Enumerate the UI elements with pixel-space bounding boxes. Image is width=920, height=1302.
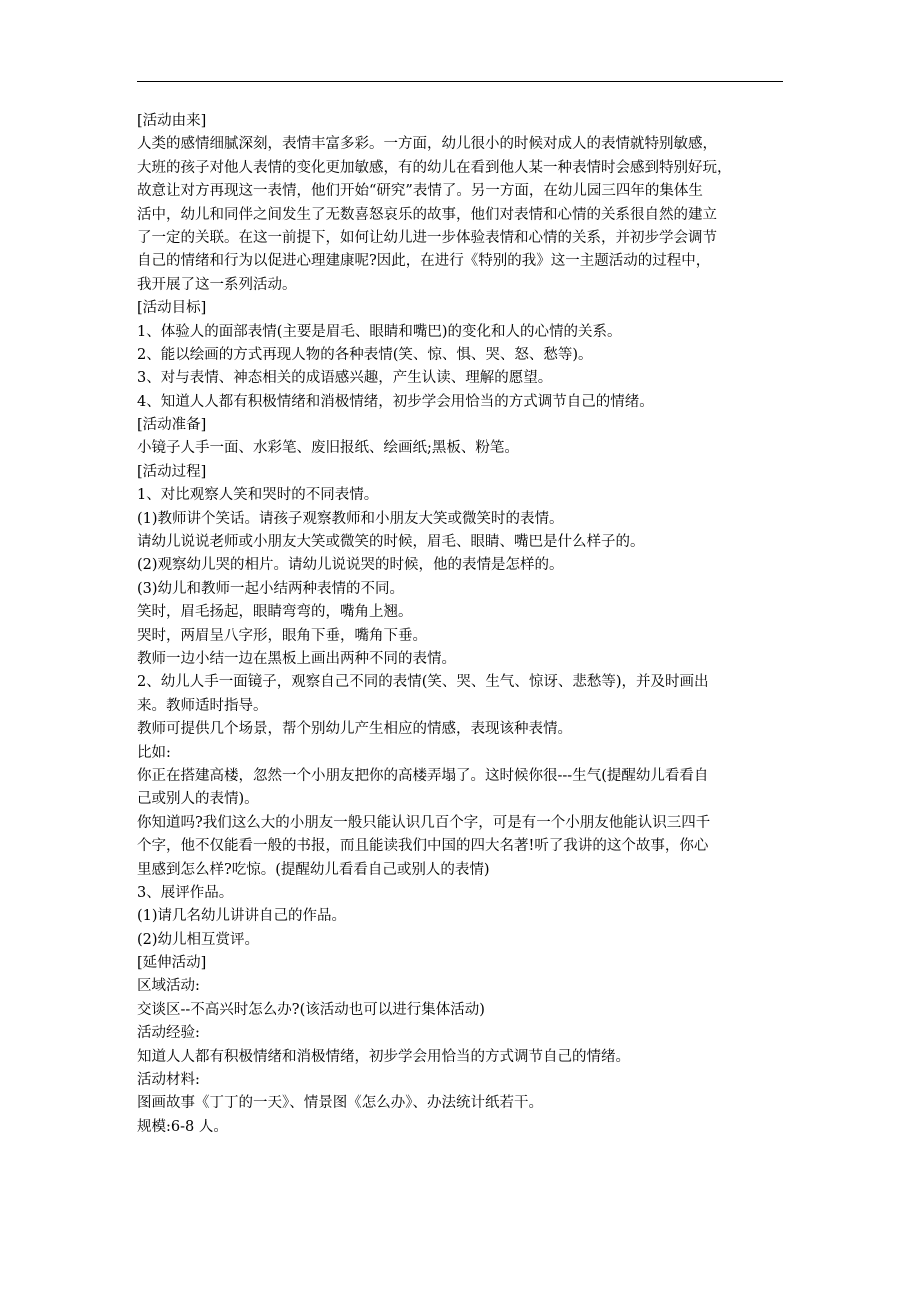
text-line: 活中，幼儿和同伴之间发生了无数喜怒哀乐的故事，他们对表情和心情的关系很自然的建立: [137, 206, 717, 223]
text-line: (2)幼儿相互赏评。: [137, 931, 260, 948]
text-line: 我开展了这一系列活动。: [137, 276, 297, 293]
text-line: 4、知道人人都有积极情绪和消极情绪，初步学会用恰当的方式调节自己的情绪。: [137, 393, 654, 410]
text-line: [活动准备]: [137, 417, 207, 434]
text-line: 交谈区--不高兴时怎么办?(该活动也可以进行集体活动): [137, 1001, 485, 1018]
text-line: 哭时，两眉呈八字形，眼角下垂，嘴角下垂。: [137, 627, 427, 644]
text-line: 3、展评作品。: [137, 884, 234, 901]
text-line: (1)教师讲个笑话。请孩子观察教师和小朋友大笑或微笑时的表情。: [137, 510, 564, 527]
text-line: 人类的感情细腻深刻，表情丰富多彩。一方面，幼儿很小的时候对成人的表情就特别敏感，: [137, 136, 717, 153]
text-line: [活动由来]: [137, 113, 207, 129]
text-line: [活动目标]: [137, 300, 207, 317]
text-line: 规模:6-8 人。: [137, 1118, 228, 1135]
text-line: 图画故事《丁丁的一天》、情景图《怎么办》、办法统计纸若干。: [137, 1095, 543, 1112]
text-line: [活动过程]: [137, 463, 207, 480]
text-line: 自己的情绪和行为以促进心理建康呢?因此，在进行《特别的我》这一主题活动的过程中，: [137, 253, 711, 270]
text-line: 知道人人都有积极情绪和消极情绪，初步学会用恰当的方式调节自己的情绪。: [137, 1048, 630, 1065]
text-line: 2、幼儿人手一面镜子，观察自己不同的表情(笑、哭、生气、惊讶、悲愁等)，并及时画出: [137, 674, 709, 691]
text-line: 小镜子人手一面、水彩笔、废旧报纸、绘画纸;黑板、粉笔。: [137, 440, 519, 457]
text-line: 1、体验人的面部表情(主要是眉毛、眼睛和嘴巴)的变化和人的心情的关系。: [137, 323, 622, 340]
text-line: [延伸活动]: [137, 955, 207, 972]
text-line: 教师可提供几个场景，帮个别幼儿产生相应的情感，表现该种表情。: [137, 721, 572, 738]
text-line: 活动经验:: [137, 1025, 200, 1042]
text-line: 个字，他不仅能看一般的书报，而且能读我们中国的四大名著!听了我讲的这个故事，你心: [137, 838, 709, 855]
text-line: 教师一边小结一边在黑板上画出两种不同的表情。: [137, 650, 456, 667]
document-body: [137, 110, 787, 1139]
text-line: 己或别人的表情)。: [137, 791, 259, 808]
header-rule: [137, 81, 783, 82]
text-line: 你知道吗?我们这么大的小朋友一般只能认识几百个字，可是有一个小朋友他能认识三四千: [137, 814, 711, 831]
text-line: 比如:: [137, 744, 171, 761]
text-line: (1)请几名幼儿讲讲自己的作品。: [137, 908, 347, 925]
text-line: 3、对与表情、神态相关的成语感兴趣，产生认读、理解的愿望。: [137, 370, 553, 387]
text-line: 2、能以绘画的方式再现人物的各种表情(笑、惊、惧、哭、怒、愁等)。: [137, 346, 593, 363]
text-line: 笑时，眉毛扬起，眼睛弯弯的，嘴角上翘。: [137, 604, 413, 621]
text-line: 了一定的关联。在这一前提下，如何让幼儿进一步体验表情和心情的关系，并初步学会调节: [137, 229, 717, 246]
text-line: 来。教师适时指导。: [137, 697, 268, 714]
text-line: (2)观察幼儿哭的相片。请幼儿说说哭的时候，他的表情是怎样的。: [137, 557, 564, 574]
text-line: (3)幼儿和教师一起小结两种表情的不同。: [137, 580, 405, 597]
text-line: 活动材料:: [137, 1072, 200, 1089]
text-line: 大班的孩子对他人表情的变化更加敏感，有的幼儿在看到他人某一种表情时会感到特别好玩，: [137, 159, 732, 176]
text-line: 里感到怎么样?吃惊。(提醒幼儿看看自己或别人的表情): [137, 861, 490, 878]
text-line: 你正在搭建高楼，忽然一个小朋友把你的高楼弄塌了。这时候你很---生气(提醒幼儿看看自: [137, 767, 709, 784]
text-line: 1、对比观察人笑和哭时的不同表情。: [137, 487, 379, 504]
text-line: 故意让对方再现这一表情，他们开始“研究”表情了。另一方面，在幼儿园三四年的集体生: [137, 183, 703, 200]
text-line: 区域活动:: [137, 978, 200, 995]
text-line: 请幼儿说说老师或小朋友大笑或微笑的时候，眉毛、眼睛、嘴巴是什么样子的。: [137, 534, 645, 551]
